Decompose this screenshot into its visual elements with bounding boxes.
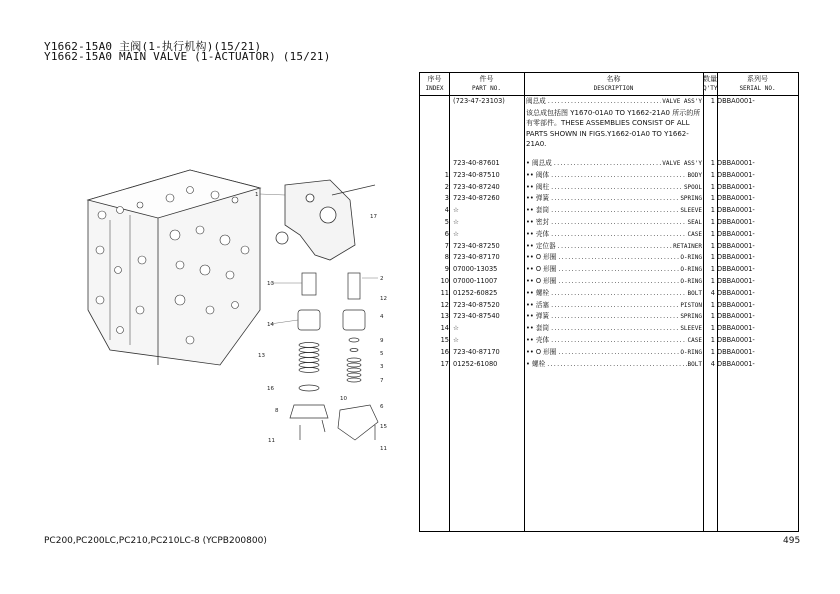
callout-7: 7 [380, 378, 384, 384]
row-description [526, 241, 702, 253]
row-description-en: RETAINER [673, 242, 702, 250]
row-part-number: 723-40-87510 [453, 170, 500, 179]
table-row [420, 252, 798, 264]
row-index: 3 [444, 194, 449, 203]
table-row [420, 182, 798, 194]
row-description [526, 158, 702, 170]
exploded-parts-diagram [70, 160, 410, 460]
callout-8: 8 [275, 408, 279, 414]
row-index: 16 [440, 347, 449, 356]
callout-17: 17 [370, 214, 377, 220]
row-index: 8 [444, 253, 449, 262]
row-serial: DBBA0001- [717, 159, 755, 167]
row-description-zh: •• 弹簧 [526, 194, 550, 203]
row-description [526, 359, 702, 371]
row-description-en: SEAL [687, 219, 702, 226]
row-description-zh: •• 套筒 [526, 324, 550, 333]
row-part-number: ☆ [453, 218, 459, 226]
callout-15: 15 [380, 424, 387, 430]
row-quantity: 1 [710, 194, 715, 203]
callout-4: 4 [380, 314, 384, 320]
row-description-zh: •• 阀柱 [526, 182, 550, 191]
row-quantity: 1 [710, 229, 715, 238]
row-description-zh: •• 壳体 [526, 229, 550, 238]
row-description [526, 170, 702, 182]
row-description-en: O-RING [680, 348, 702, 356]
row-part-number: 723-40-87540 [453, 312, 500, 321]
row-serial: DBBA0001- [717, 288, 755, 297]
row-serial: DBBA0001- [717, 218, 755, 226]
footer-model-list: PC200,PC200LC,PC210,PC210LC-8 (YCPB200800) [44, 536, 267, 546]
table-row: (723-47-23103) 阀总成 ..... VALVE ASS'Y 1 DBBA0001- [420, 96, 798, 108]
row-description-zh: •• 活塞 [526, 300, 550, 309]
callout-9: 9 [380, 338, 384, 344]
row-description [526, 311, 702, 323]
row-description-en: O-RING [680, 266, 702, 274]
table-row [420, 359, 798, 371]
row-description-en: BOLT [687, 360, 702, 368]
row-part-number: 723-40-87170 [453, 253, 500, 262]
row-description-en: PISTON [680, 301, 702, 309]
row-serial: DBBA0001- [717, 324, 755, 333]
row-description-zh: •• 密封 [526, 218, 550, 226]
table-row [420, 347, 798, 359]
row-part-number: ☆ [453, 229, 459, 238]
callout-14: 14 [267, 322, 274, 328]
callout-12: 12 [380, 296, 387, 302]
row-quantity: 1 [710, 206, 715, 215]
row-part-number: 723-40-87250 [453, 241, 500, 250]
row-index: 17 [440, 359, 449, 368]
row-quantity: 1 [710, 241, 715, 250]
row-part-number: 723-40-87520 [453, 300, 500, 309]
callout-10: 10 [340, 396, 347, 402]
row-index: 5 [444, 218, 449, 226]
row-description-en: O-RING [680, 278, 702, 285]
row-index: 10 [440, 277, 449, 285]
row-description-zh: •• O 形圈 [526, 265, 557, 274]
row-quantity: 1 [710, 265, 715, 274]
table-row [420, 335, 798, 347]
row-description-en: CASE [687, 230, 702, 238]
callout-13: 13 [267, 281, 274, 287]
row-quantity: 1 [710, 277, 715, 285]
page-number: 495 [783, 536, 801, 546]
row-description-zh: •• O 形圈 [526, 347, 557, 356]
row-serial: DBBA0001- [717, 194, 755, 203]
row-description-en: O-RING [680, 254, 702, 262]
row-index: 4 [444, 206, 449, 215]
row-description-en: VALVE ASS'Y [662, 160, 702, 167]
row-part-number: 723-40-87170 [453, 347, 500, 356]
page-title-english: Y1662-15A0 MAIN VALVE (1-ACTUATOR) (15/21) [44, 50, 331, 63]
callout-6: 6 [380, 404, 384, 410]
row-description-zh: •• 套筒 [526, 206, 550, 215]
row-description-zh: •• 壳体 [526, 336, 550, 344]
row-quantity: 1 [710, 159, 715, 167]
callout-16: 16 [267, 386, 274, 392]
row-quantity: 1 [710, 218, 715, 226]
row-serial: DBBA0001- [717, 265, 755, 274]
row-description-en: BOLT [687, 289, 702, 297]
row-description [526, 264, 702, 276]
row-description-zh: •• 阀体 [526, 170, 550, 179]
row-description-en: CASE [687, 337, 702, 344]
row-serial: DBBA0001- [717, 229, 755, 238]
row-part-number: ☆ [453, 206, 459, 215]
row-description-zh: •• O 形圈 [526, 253, 557, 262]
row-quantity: 4 [710, 288, 715, 297]
row-serial: DBBA0001- [717, 300, 755, 309]
row-description [526, 252, 702, 264]
table-row [420, 323, 798, 335]
row-description [526, 205, 702, 217]
row-quantity: 1 [710, 312, 715, 321]
row-index: 14 [440, 324, 449, 333]
row-part-number: 723-40-87601 [453, 159, 500, 167]
row-quantity: 1 [710, 253, 715, 262]
row-serial: DBBA0001- [717, 312, 755, 321]
row-quantity: 1 [710, 336, 715, 344]
row-part-number: 723-40-87240 [453, 182, 500, 191]
table-row [420, 205, 798, 217]
row-description-zh: •• 定位器 [526, 241, 556, 250]
row-description [526, 182, 702, 194]
table-row [420, 276, 798, 288]
row-quantity: 1 [710, 324, 715, 333]
page-title-chinese: Y1662-15A0 主阀(1-执行机构)(15/21) [44, 40, 262, 53]
row-quantity: 4 [710, 359, 715, 368]
row-quantity: 1 [710, 170, 715, 179]
row-description-zh: • 阀总成 [526, 159, 552, 167]
row-part-number: 07000-13035 [453, 265, 498, 274]
callout-2: 2 [380, 276, 384, 282]
row-serial: DBBA0001- [717, 241, 755, 250]
table-row [420, 300, 798, 312]
row-description-zh: • 螺栓 [526, 359, 546, 368]
row-part-number: 01252-61080 [453, 359, 498, 368]
row-description [526, 276, 702, 288]
row-serial: DBBA0001- [717, 359, 755, 368]
row-part-number: 01252-60825 [453, 288, 498, 297]
row-part-number: 723-40-87260 [453, 194, 500, 203]
row-description [526, 229, 702, 241]
row-description [526, 217, 702, 229]
row-index: 11 [440, 288, 449, 297]
header-part-no: 件号 PART NO. [472, 75, 501, 92]
table-row [420, 264, 798, 276]
callout-11b: 11 [380, 446, 387, 452]
actuator-case [276, 180, 375, 260]
row-index: 6 [444, 229, 449, 238]
left-part-stack [290, 273, 328, 440]
callout-5: 5 [380, 351, 384, 357]
row-quantity: 1 [710, 182, 715, 191]
row-description-en: SPRING [680, 313, 702, 321]
callout-1: 1 [255, 192, 259, 198]
table-row [420, 229, 798, 241]
table-row [420, 311, 798, 323]
callout-11: 11 [268, 438, 275, 444]
assembly-note: 该总成包括图 Y1670-01A0 TO Y1662-21A0 所示的所有零部件。THESE ASSEMBLIES CONSIST OF ALL PARTS SHOWN IN FIGS.Y1662-01A0 TO Y1662-21A0. [526, 109, 701, 148]
table-row [420, 241, 798, 253]
parts-list-table [419, 72, 799, 532]
row-serial: DBBA0001- [717, 277, 755, 285]
row-index: 12 [440, 300, 449, 309]
row-part-number: ☆ [453, 336, 459, 344]
row-description [526, 193, 702, 205]
table-row [420, 193, 798, 205]
table-row [420, 288, 798, 300]
right-part-stack [322, 273, 378, 440]
row-part-number: 07000-11007 [453, 277, 498, 285]
row-quantity: 1 [710, 347, 715, 356]
header-index: 序号 INDEX [425, 75, 444, 92]
row-description [526, 288, 702, 300]
row-description [526, 347, 702, 359]
main-valve-block [88, 170, 260, 365]
row-description-zh: •• 螺栓 [526, 288, 550, 297]
row-description-zh: •• O 形圈 [526, 277, 557, 285]
table-row [420, 170, 798, 182]
row-description [526, 300, 702, 312]
row-serial: DBBA0001- [717, 347, 755, 356]
row-serial: DBBA0001- [717, 206, 755, 215]
callout-3: 3 [380, 364, 384, 370]
row-index: 15 [440, 336, 449, 344]
table-row [420, 158, 798, 170]
row-serial: DBBA0001- [717, 170, 755, 179]
row-description-en: SPOOL [683, 183, 702, 191]
table-header [420, 73, 798, 96]
callout-13b: 13 [258, 353, 265, 359]
row-serial: DBBA0001- [717, 182, 755, 191]
row-index: 1 [444, 170, 449, 179]
row-index: 9 [444, 265, 449, 274]
row-index: 7 [444, 241, 449, 250]
row-part-number: ☆ [453, 324, 459, 333]
header-serial: 系列号 SERIAL NO. [739, 75, 776, 92]
row-index: 13 [440, 312, 449, 321]
row-quantity: 1 [710, 300, 715, 309]
row-description-zh: •• 弹簧 [526, 312, 550, 321]
table-row [420, 217, 798, 229]
header-description: 名称 DESCRIPTION [593, 75, 634, 92]
row-description-en: SPRING [680, 195, 702, 203]
row-description [526, 323, 702, 335]
row-description-en: SLEEVE [680, 207, 702, 215]
row-description-en: BODY [687, 171, 702, 179]
row-index: 2 [444, 182, 449, 191]
row-description-en: SLEEVE [680, 325, 702, 333]
row-serial: DBBA0001- [717, 336, 755, 344]
header-qty: 数量 Q'TY [703, 75, 718, 92]
row-serial: DBBA0001- [717, 253, 755, 262]
row-description [526, 335, 702, 347]
